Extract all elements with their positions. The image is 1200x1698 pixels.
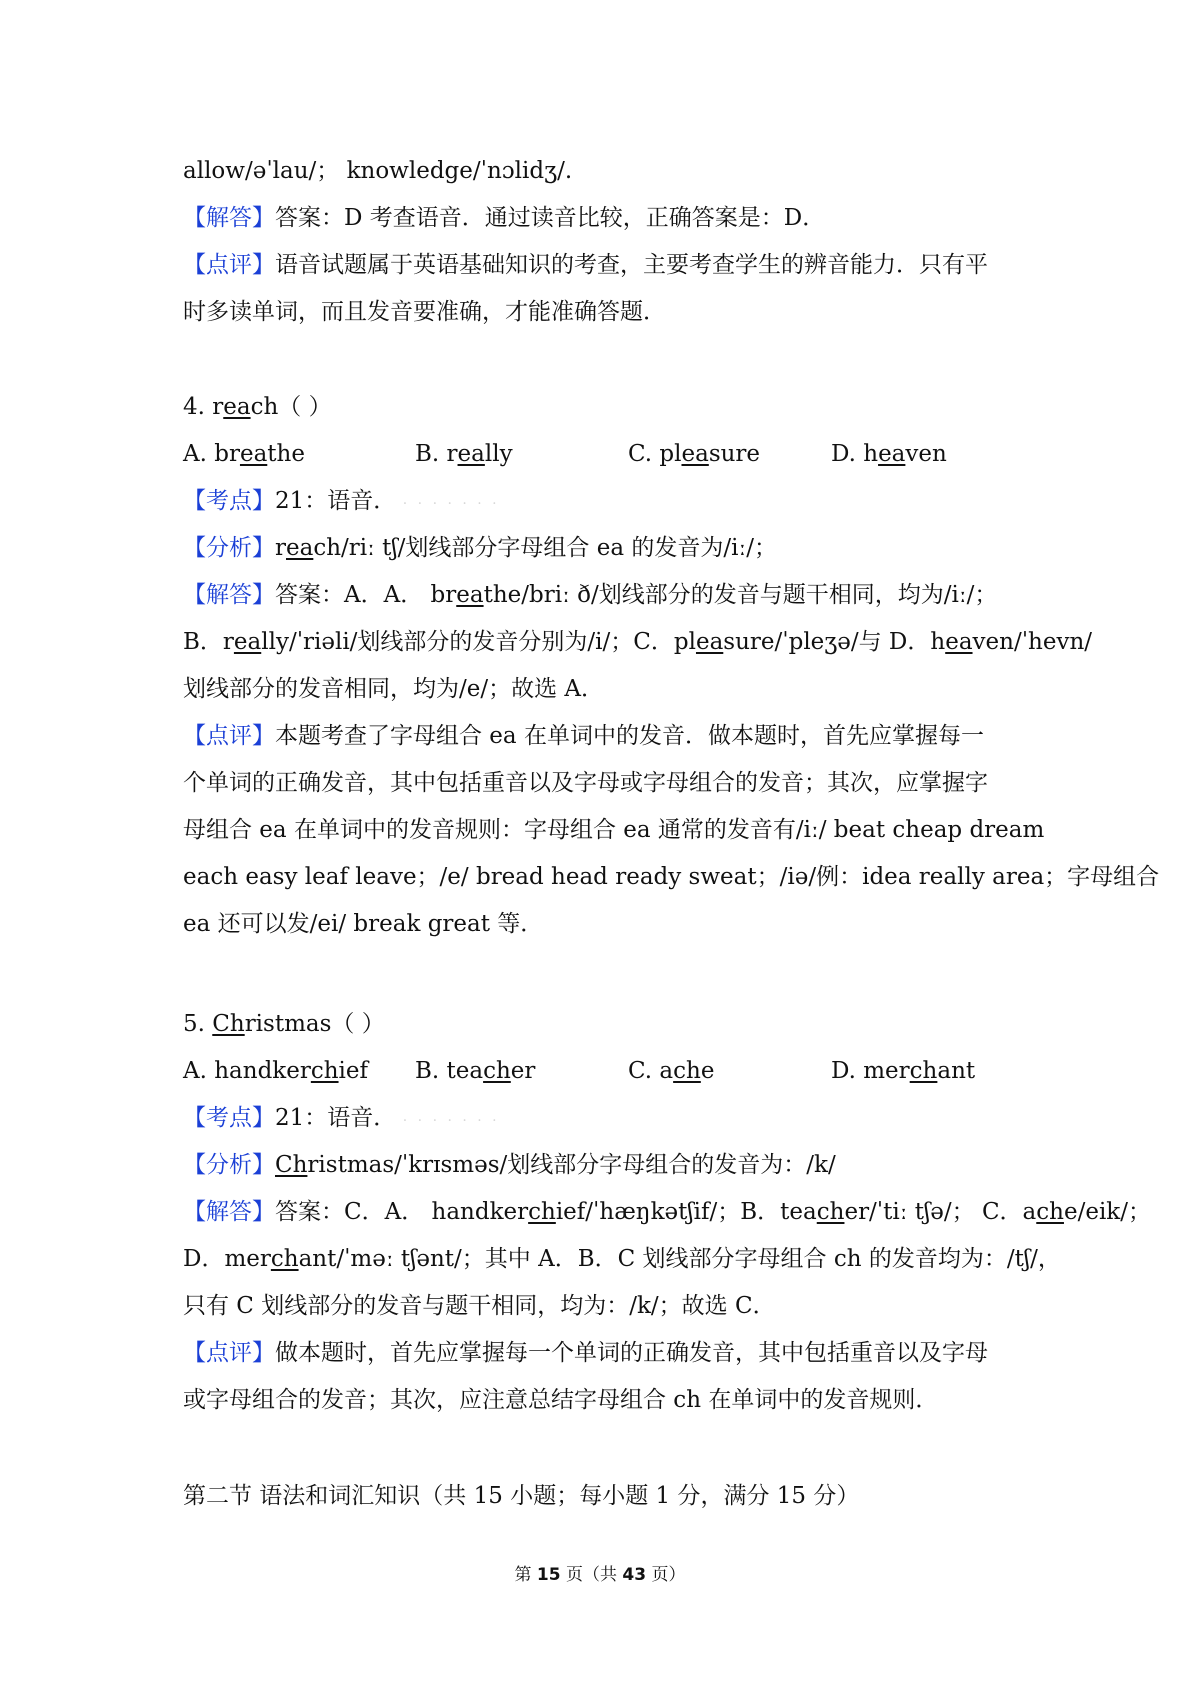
q5-kaodian: 【考点】21：语音． · · · · · · ·: [183, 1105, 500, 1131]
watermark-text: · · · · · · ·: [402, 496, 500, 512]
q3-answer: 【解答】答案：D 考查语音．通过读音比较，正确答案是：D．: [183, 205, 826, 231]
q5-dianping: 【点评】做本题时，首先应掌握每一个单词的正确发音，其中包括重音以及字母: [183, 1340, 988, 1366]
q5-option-c: C. ache: [628, 1058, 715, 1084]
q4-fenxi: 【分析】reach/riː tʃ/划线部分字母组合 ea 的发音为/iː/；: [183, 535, 777, 561]
section-heading: 第二节 语法和词汇知识（共 15 小题；每小题 1 分，满分 15 分）: [183, 1483, 860, 1509]
page-footer: 第 15 页（共 43 页）: [514, 1565, 686, 1585]
q5-option-a: A. handkerchief: [183, 1058, 369, 1084]
q4-stem: 4. reach（ ）: [183, 394, 332, 420]
q5-jieda-2: D．merchant/ˈməː tʃənt/；其中 A．B．C 划线部分字母组合 ch 的发音均为：/tʃ/，: [183, 1246, 1061, 1272]
page-total: 43: [622, 1565, 647, 1585]
q5-options: [183, 1056, 1043, 1086]
q4-kaodian: 【考点】21：语音． · · · · · · ·: [183, 488, 500, 514]
q4-jieda-3: 划线部分的发音相同，均为/e/；故选 A．: [183, 676, 605, 702]
q4-dianping-2: 个单词的正确发音，其中包括重音以及字母或字母组合的发音；其次，应掌握字: [183, 770, 988, 796]
q4-jieda-2: B．really/ˈriəli/划线部分的发音分别为/i/；C．pleasure/ˈpleʒə/与 D．heaven/ˈhevn/: [183, 629, 1093, 655]
q4-option-d: D. heaven: [831, 441, 947, 467]
q5-option-b: B. teacher: [415, 1058, 536, 1084]
q5-jieda: 【解答】答案：C．A． handkerchief/ˈhæŋkətʃif/；B．teacher/ˈtiː tʃə/； C．ache/eik/；: [183, 1199, 1151, 1225]
q4-option-a: A. breathe: [183, 441, 305, 467]
q4-option-b: B. really: [415, 441, 513, 467]
q4-option-c: C. pleasure: [628, 441, 761, 467]
q5-jieda-3: 只有 C 划线部分的发音与题干相同，均为：/k/；故选 C．: [183, 1293, 776, 1319]
q3-comment: 【点评】语音试题属于英语基础知识的考查，主要考查学生的辨音能力．只有平: [183, 252, 988, 278]
q4-dianping: 【点评】本题考查了字母组合 ea 在单词中的发音．做本题时，首先应掌握每一: [183, 723, 984, 749]
comment-tag: 【点评】: [183, 252, 275, 278]
q4-dianping-3: 母组合 ea 在单词中的发音规则：字母组合 ea 通常的发音有/iː/ beat cheap dream: [183, 817, 1045, 843]
q5-stem: 5. Christmas（ ）: [183, 1011, 385, 1037]
ipa-line: allow/əˈlau/； knowledge/ˈnɔlidʒ/.: [183, 158, 573, 184]
q4-dianping-5: ea 还可以发/ei/ break great 等．: [183, 911, 544, 937]
q4-dianping-4: each easy leaf leave；/e/ bread head ready sweat；/iə/例：idea really area；字母组合: [183, 864, 1160, 890]
q4-jieda: 【解答】答案：A．A． breathe/briː ð/划线部分的发音与题干相同，均为/iː/；: [183, 582, 998, 608]
watermark-text: · · · · · · ·: [402, 1113, 500, 1129]
q5-option-d: D. merchant: [831, 1058, 976, 1084]
q5-fenxi: 【分析】Christmas/ˈkrɪsməs/划线部分字母组合的发音为：/k/: [183, 1152, 836, 1178]
q4-options: [183, 439, 1043, 469]
page-number: 15: [536, 1565, 561, 1585]
answer-tag: 【解答】: [183, 205, 275, 231]
q5-dianping-2: 或字母组合的发音；其次，应注意总结字母组合 ch 在单词中的发音规则．: [183, 1387, 939, 1413]
q3-comment-cont: 时多读单词，而且发音要准确，才能准确答题．: [183, 299, 666, 325]
